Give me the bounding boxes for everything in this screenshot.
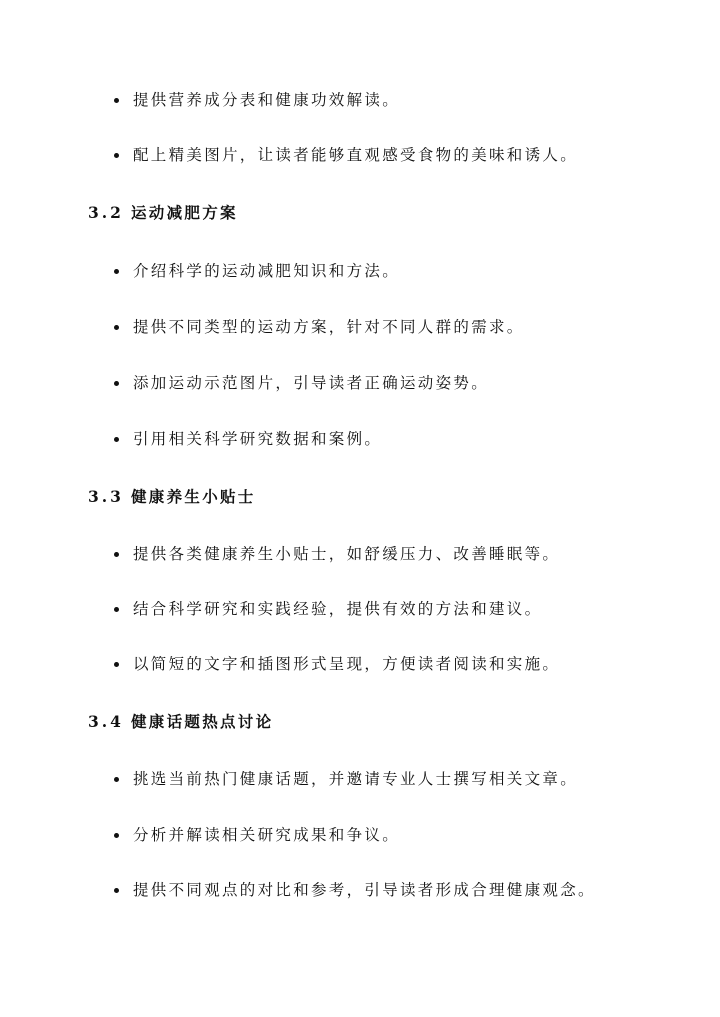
bullet-dot — [114, 153, 119, 158]
bullet-dot — [114, 833, 119, 838]
list-item — [0, 540, 720, 568]
list-item — [0, 425, 720, 453]
list-item — [0, 141, 720, 169]
list-item-text: 提供营养成分表和健康功效解读。 — [133, 91, 401, 109]
list-item-text: 引用相关科学研究数据和案例。 — [133, 430, 383, 448]
section-title: 运动减肥方案 — [131, 203, 238, 222]
bullet-dot — [114, 381, 119, 386]
section-heading-3-3 — [0, 483, 720, 511]
list-item — [0, 650, 720, 678]
bullet-dot — [114, 552, 119, 557]
section-heading-3-4 — [0, 708, 720, 736]
list-item-text: 添加运动示范图片，引导读者正确运动姿势。 — [133, 374, 490, 392]
section-title: 健康养生小贴士 — [131, 487, 256, 506]
list-item — [0, 595, 720, 623]
list-item-text: 配上精美图片，让读者能够直观感受食物的美味和诱人。 — [133, 146, 579, 164]
bullet-dot — [114, 437, 119, 442]
list-item-text: 结合科学研究和实践经验，提供有效的方法和建议。 — [133, 600, 543, 618]
section-title: 健康话题热点讨论 — [131, 712, 274, 731]
section-number: 3.4 — [88, 712, 124, 731]
list-item — [0, 821, 720, 849]
list-item-text: 分析并解读相关研究成果和争议。 — [133, 826, 401, 844]
bullet-dot — [114, 777, 119, 782]
bullet-dot — [114, 98, 119, 103]
list-item — [0, 876, 720, 904]
section-heading-3-2 — [0, 199, 720, 227]
list-item — [0, 765, 720, 793]
list-item-text: 以简短的文字和插图形式呈现，方便读者阅读和实施。 — [133, 655, 561, 673]
bullet-dot — [114, 662, 119, 667]
bullet-dot — [114, 325, 119, 330]
list-item-text: 提供不同观点的对比和参考，引导读者形成合理健康观念。 — [133, 881, 596, 899]
list-item — [0, 369, 720, 397]
section-number: 3.3 — [88, 487, 124, 506]
bullet-dot — [114, 269, 119, 274]
list-item-text: 介绍科学的运动减肥知识和方法。 — [133, 262, 401, 280]
list-item-text: 提供各类健康养生小贴士，如舒缓压力、改善睡眠等。 — [133, 545, 561, 563]
list-item — [0, 86, 720, 114]
bullet-dot — [114, 888, 119, 893]
list-item-text: 挑选当前热门健康话题，并邀请专业人士撰写相关文章。 — [133, 770, 579, 788]
list-item-text: 提供不同类型的运动方案，针对不同人群的需求。 — [133, 318, 525, 336]
section-number: 3.2 — [88, 203, 124, 222]
bullet-dot — [114, 607, 119, 612]
list-item — [0, 313, 720, 341]
list-item — [0, 257, 720, 285]
